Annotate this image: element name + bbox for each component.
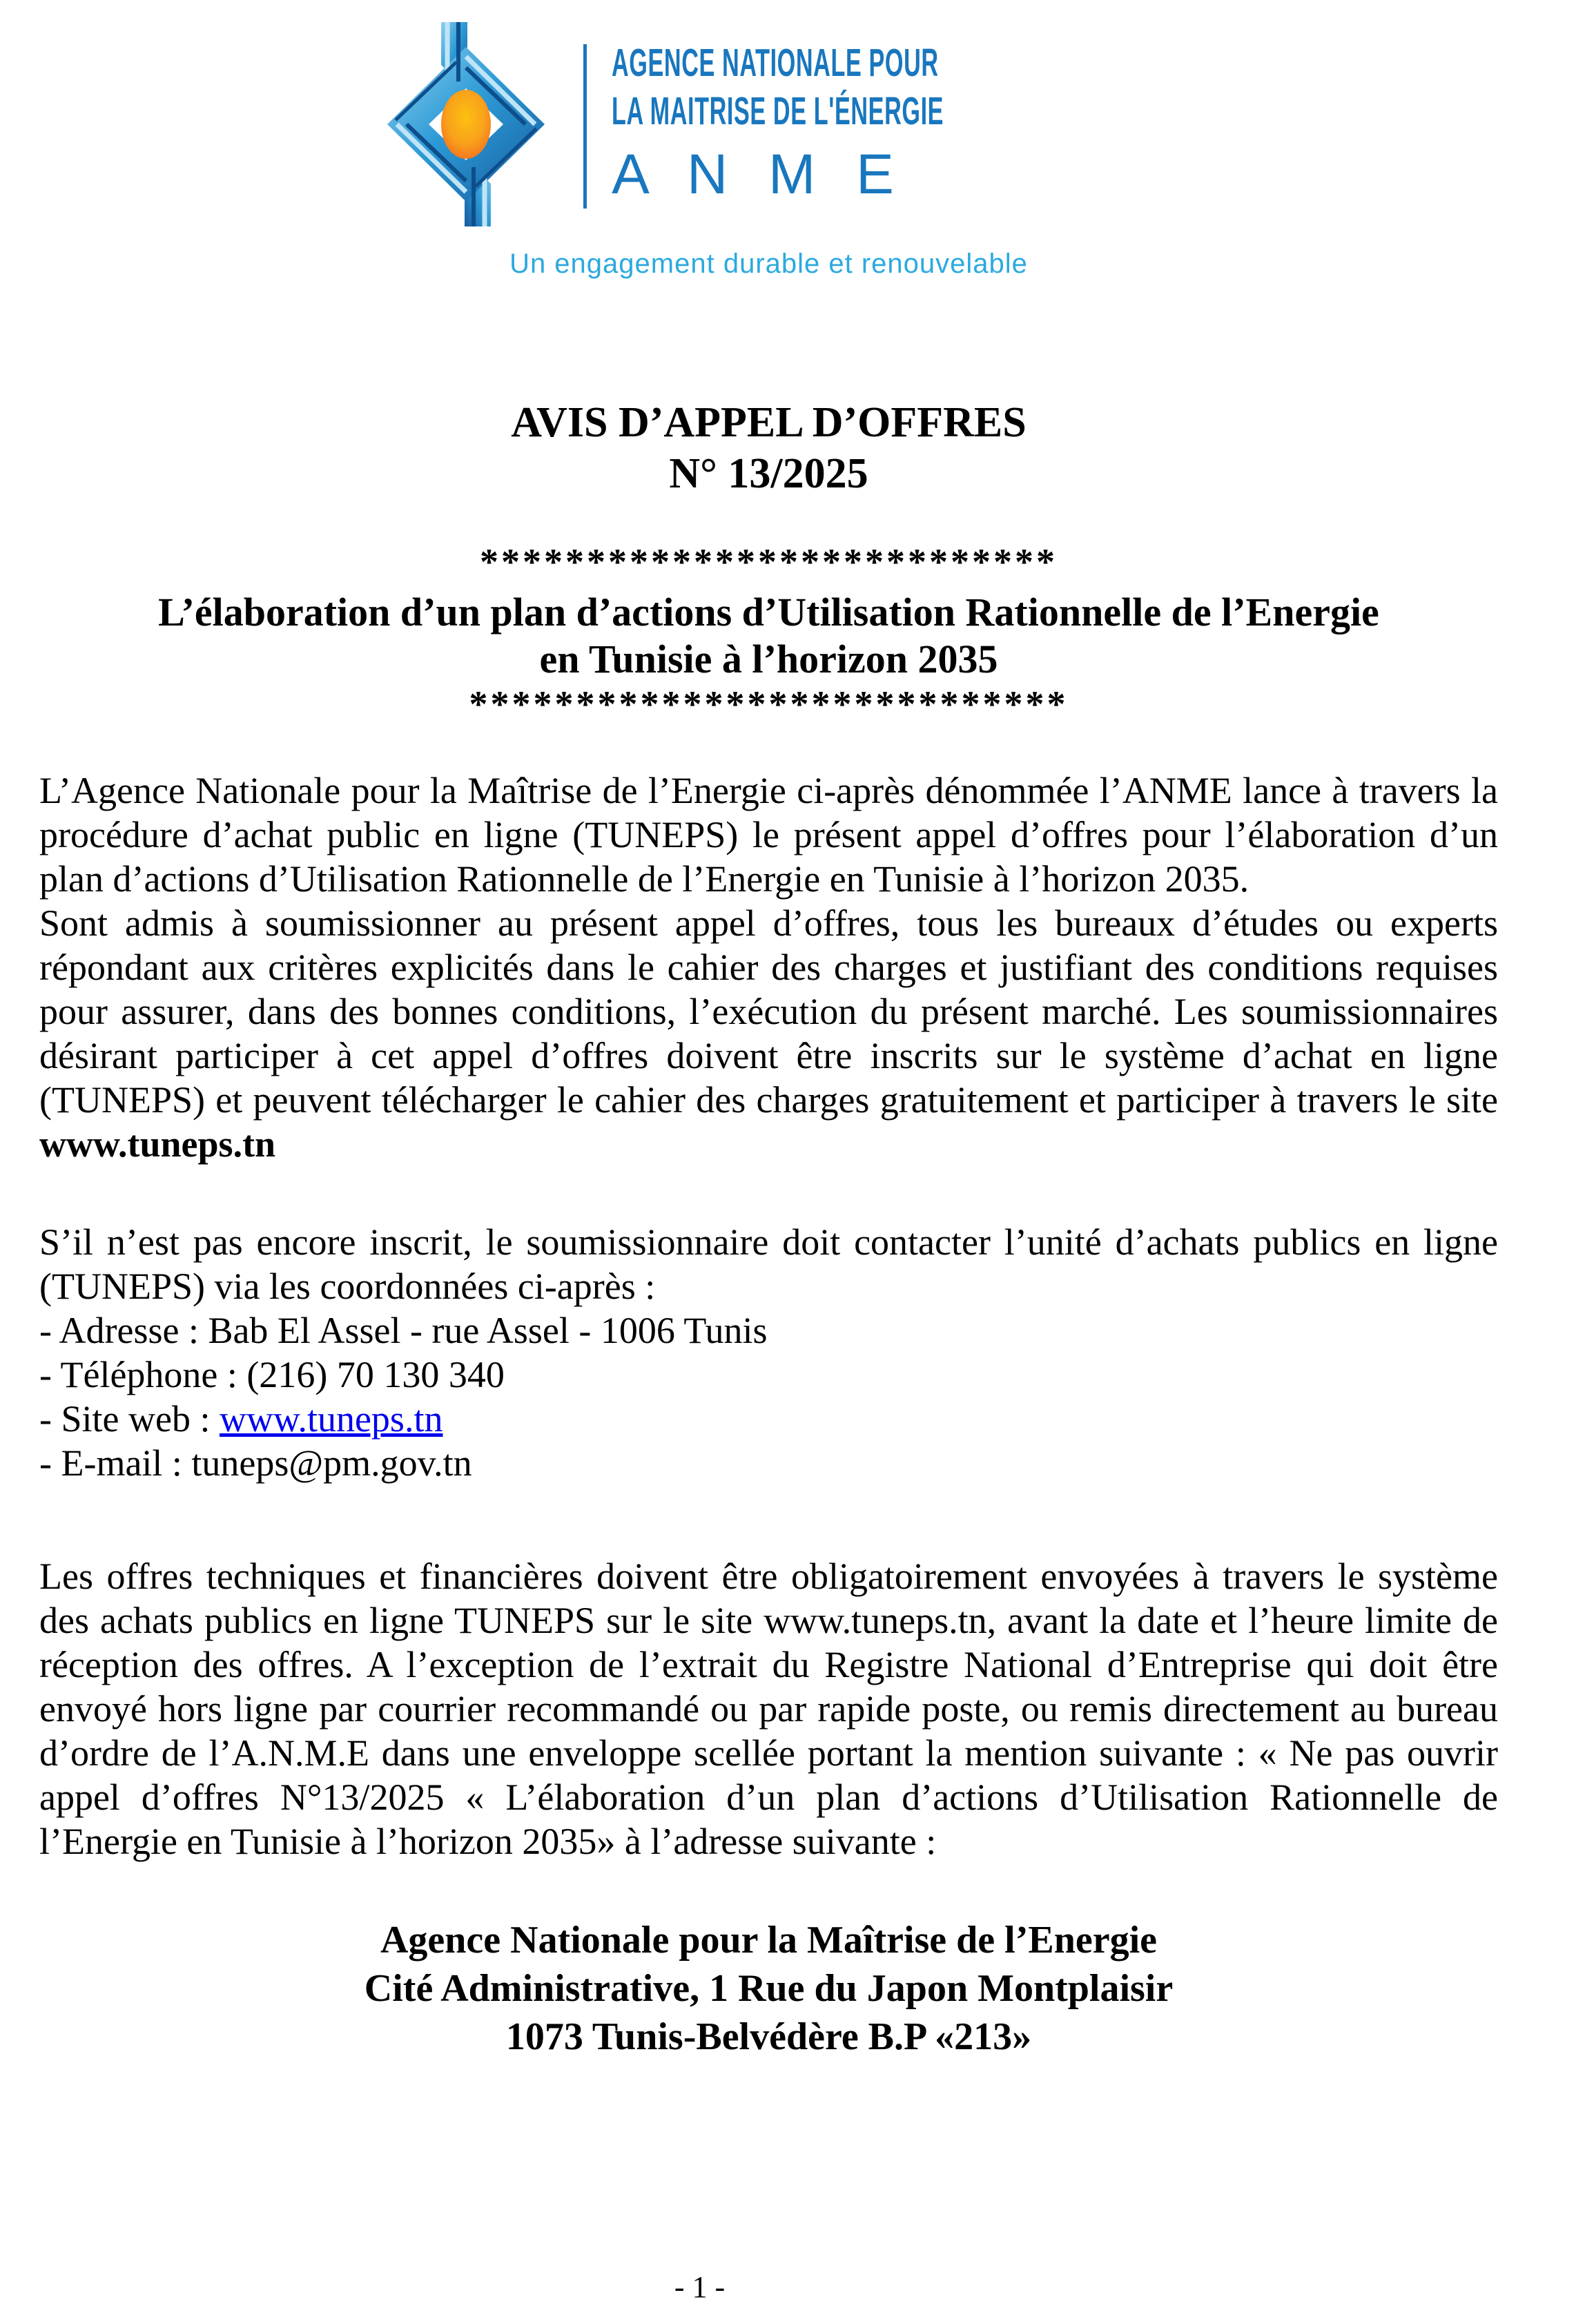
tuneps-link[interactable]: www.tuneps.tn xyxy=(219,1398,443,1440)
subject-line1: L’élaboration d’un plan d’actions d’Utilisation Rationnelle de l’Energie xyxy=(158,590,1379,635)
registration-intro: S’il n’est pas encore inscrit, le soumissionnaire doit contacter l’unité d’achats publics en ligne (TUNEPS) via les coordonnées ci-après : xyxy=(39,1221,1498,1307)
logo-org-name xyxy=(612,19,1165,204)
anme-diamond-logo-icon xyxy=(372,21,560,228)
address-line2: Cité Administrative, 1 Rue du Japon Montplaisir xyxy=(364,1967,1174,2010)
stars-separator-bottom: **************************** xyxy=(469,684,1069,725)
logo-divider xyxy=(583,44,587,209)
logo-tagline: Un engagement durable et renouvelable xyxy=(509,249,1028,279)
page-number: - 1 - xyxy=(674,2270,726,2304)
eligibility-text: Sont admis à soumissionner au présent appel d’offres, tous les bureaux d’études ou experts répondant aux critères explicités dans le cahier des charges et justifiant des conditions requises pour assurer, dans des bonnes conditions, l’exécution du présent marché. Les soumissionnaires désirant participer à cet appel d’offres doivent être inscrits sur le système d’achat en ligne (TUNEPS) et peuvent télécharger le cahier des charges gratuitement et participer à travers le site xyxy=(39,902,1498,1121)
subject-line2: en Tunisie à l’horizon 2035 xyxy=(539,637,998,681)
notice-title-block xyxy=(39,397,1498,499)
contact-telephone: - Téléphone : (216) 70 130 340 xyxy=(39,1354,505,1395)
address-line3: 1073 Tunis-Belvédère B.P «213» xyxy=(505,2015,1032,2058)
anme-logo xyxy=(372,19,1165,280)
address-line1: Agence Nationale pour la Maîtrise de l’Energie xyxy=(380,1919,1157,1962)
notice-title: AVIS D’APPEL D’OFFRES xyxy=(511,399,1027,446)
logo-org-line2: LA MAITRISE DE L'ÉNERGIE xyxy=(612,89,944,133)
logo-acronym: A N M E xyxy=(612,143,906,206)
contact-email: - E-mail : tuneps@pm.gov.tn xyxy=(39,1442,472,1484)
subject-title xyxy=(39,589,1498,683)
tuneps-site-bold: www.tuneps.tn xyxy=(39,1123,276,1165)
eligibility-paragraph xyxy=(39,901,1498,1166)
contact-siteweb-label: - Site web : xyxy=(39,1398,220,1440)
anme-logo-row xyxy=(372,19,1165,228)
submission-paragraph: Les offres techniques et financières doivent être obligatoirement envoyées à travers le système des achats publics en ligne TUNEPS sur le site www.tuneps.tn, avant la date et l’heure limite de réception des offres. A l’exception de l’extrait du Registre National d’Entreprise qui doit être envoyé hors ligne par courrier recommandé ou par rapide poste, ou remis directement au bureau d’ordre de l’A.N.M.E dans une enveloppe scellée portant la mention suivante : « Ne pas ouvrir appel d’offres N°13/2025 « L’élaboration d’un plan d’actions d’Utilisation Rationnelle de l’Energie en Tunisie à l’horizon 2035» à l’adresse suivante : xyxy=(39,1556,1498,1862)
logo-org-line1: AGENCE NATIONALE POUR xyxy=(612,41,939,85)
page-footer xyxy=(39,2269,1498,2305)
contact-siteweb xyxy=(39,1397,1498,1441)
notice-number: N° 13/2025 xyxy=(669,450,868,497)
registration-section xyxy=(39,1220,1498,1485)
intro-paragraph: L’Agence Nationale pour la Maîtrise de l’Energie ci-après dénommée l’ANME lance à travers la procédure d’achat public en ligne (TUNEPS) le présent appel d’offres pour l’élaboration d’un plan d’actions d’Utilisation Rationnelle de l’Energie en Tunisie à l’horizon 2035. xyxy=(39,770,1498,900)
address-block xyxy=(39,1916,1498,2061)
stars-separator-top: *************************** xyxy=(480,541,1058,583)
logo-tagline-row xyxy=(372,249,1165,280)
contact-adresse: - Adresse : Bab El Assel - rue Assel - 1006 Tunis xyxy=(39,1310,768,1351)
